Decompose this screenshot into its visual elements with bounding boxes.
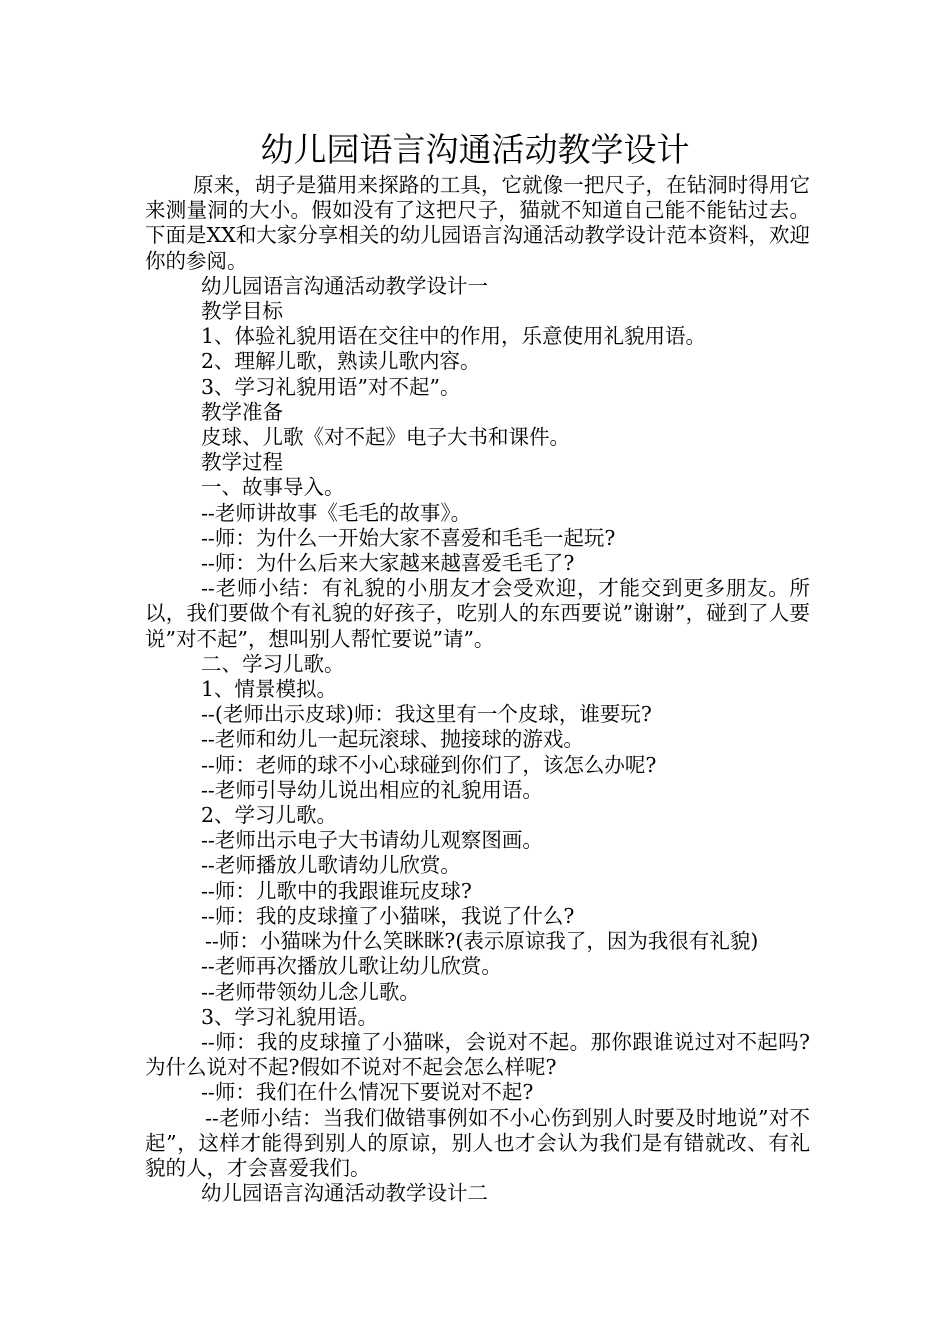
section-2-title: 幼儿园语言沟通活动教学设计二 [201,1181,488,1206]
goal-item-1: 1、体验礼貌用语在交往中的作用，乐意使用礼貌用语。 [201,324,707,349]
step-2-1-line: --老师和幼儿一起玩滚球、抛接球的游戏。 [201,727,584,752]
step-1-line: --老师讲故事《毛毛的故事》。 [201,500,472,525]
step-1-line: --师：为什么后来大家越来越喜爱毛毛了? [201,551,575,576]
step-2-2-heading: 2、学习儿歌。 [201,803,338,828]
step-2-2-line: --老师播放儿歌请幼儿欣赏。 [201,853,461,878]
step-2-2-line: --师：小猫咪为什么笑眯眯?(表示原谅我了，因为我很有礼貌) [205,929,759,954]
step-2-2-line: --师：儿歌中的我跟谁玩皮球? [201,878,472,903]
step-2-3-line: --师：我的皮球撞了小猫咪，会说对不起。那你跟谁说过对不起吗?为什么说对不起?假如不说对不起会怎么样呢? [145,1029,810,1080]
goal-item-3: 3、学习礼貌用语”对不起”。 [201,374,461,399]
step-2-2-line: --老师带领幼儿念儿歌。 [201,979,420,1004]
step-2-3-summary: --老师小结：当我们做错事例如不小心伤到别人时要及时地说”对不起”，这样才能得到别人的原谅，别人也才会认为我们是有错就改、有礼貌的人，才会喜爱我们。 [145,1105,810,1180]
step-2-2-line: --老师出示电子大书请幼儿观察图画。 [201,828,543,853]
step-2-1-line: --(老师出示皮球)师：我这里有一个皮球，谁要玩? [201,702,652,727]
section-1-title: 幼儿园语言沟通活动教学设计一 [201,273,488,298]
document-title: 幼儿园语言沟通活动教学设计 [260,130,690,169]
intro-paragraph: 原来，胡子是猫用来探路的工具，它就像一把尺子，在钻洞时得用它来测量洞的大小。假如没有了这把尺子，猫就不知道自己能不能钻过去。下面是XX和大家分享相关的幼儿园语言沟通活动教学设计范本资料，欢迎你的参阅。 [145,173,810,273]
step-2-heading: 二、学习儿歌。 [201,651,345,676]
prep-heading: 教学准备 [201,399,283,424]
document-body [145,173,810,1206]
goal-item-2: 2、理解儿歌，熟读儿歌内容。 [201,349,481,374]
step-2-3-heading: 3、学习礼貌用语。 [201,1004,379,1029]
goals-heading: 教学目标 [201,299,283,324]
step-2-1-heading: 1、情景模拟。 [201,677,338,702]
step-1-summary: --老师小结：有礼貌的小朋友才会受欢迎，才能交到更多朋友。所以，我们要做个有礼貌的好孩子，吃别人的东西要说”谢谢”，碰到了人要说”对不起”，想叫别人帮忙要说”请”。 [145,576,810,651]
step-2-3-line: --师：我们在什么情况下要说对不起? [201,1080,534,1105]
step-2-1-line: --师：老师的球不小心球碰到你们了，该怎么办呢? [201,752,657,777]
process-heading: 教学过程 [201,450,283,475]
step-2-2-line: --老师再次播放儿歌让幼儿欣赏。 [201,954,502,979]
step-1-line: --师：为什么一开始大家不喜爱和毛毛一起玩? [201,525,616,550]
step-1-heading: 一、故事导入。 [201,475,345,500]
prep-text: 皮球、儿歌《对不起》电子大书和课件。 [201,425,570,450]
step-2-1-line: --老师引导幼儿说出相应的礼貌用语。 [201,777,543,802]
step-2-2-line: --师：我的皮球撞了小猫咪，我说了什么? [201,903,575,928]
